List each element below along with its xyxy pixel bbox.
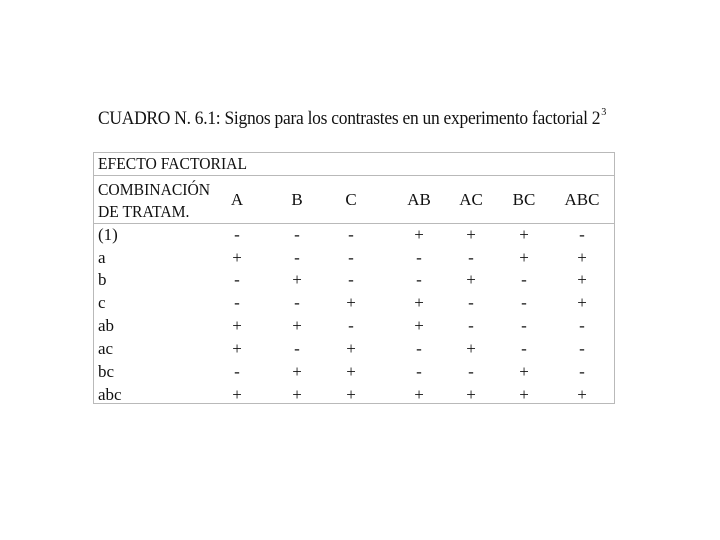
sign-cell: - [416,362,422,381]
treatment-label: ab [98,316,115,335]
sign-cell: + [577,385,587,404]
sign-cell: - [579,316,585,335]
column-header-abc: ABC [564,190,600,209]
sign-cell: - [468,316,474,335]
sign-cell: + [466,225,476,244]
sign-cell: - [579,339,585,358]
column-header-b: B [291,190,303,209]
sign-cell: + [292,362,302,381]
sign-cell: + [519,225,529,244]
sign-cell: - [468,362,474,381]
column-header-bc: BC [512,190,536,209]
sign-cell: + [346,385,356,404]
sign-cell: + [577,248,587,267]
column-header-a: A [230,190,244,209]
table-title: EFECTO FACTORIAL [98,154,248,173]
column-header-ac: AC [459,190,483,209]
caption-superscript: 3 [601,106,606,118]
sign-cell: + [519,362,529,381]
sign-cell: + [232,385,242,404]
sign-cell: + [232,248,242,267]
sign-cell: + [232,339,242,358]
sign-cell: - [234,293,240,312]
header-divider [94,175,614,176]
sign-cell: - [521,316,527,335]
sign-cell: - [521,293,527,312]
row-header-label [98,179,210,223]
treatment-label: c [98,293,106,312]
sign-cell: - [468,248,474,267]
caption-text: CUADRO N. 6.1: Signos para los contrastes en un experimento factorial 2 [98,108,601,129]
sign-cell: + [466,339,476,358]
sign-cell: + [292,270,302,289]
sign-cell: - [521,339,527,358]
sign-cell: + [414,293,424,312]
treatment-label: bc [98,362,115,381]
sign-cell: - [234,225,240,244]
sign-cell: - [348,225,354,244]
sign-cell: + [414,225,424,244]
column-header-c: C [345,190,357,209]
row-header-line2: DE TRATAM. [98,202,190,221]
sign-cell: + [232,316,242,335]
sign-cell: - [294,339,300,358]
sign-cell: - [234,270,240,289]
sign-table [93,152,615,404]
treatment-label: ac [98,339,114,358]
sign-cell: + [577,270,587,289]
sign-cell: + [519,248,529,267]
sign-cell: + [466,270,476,289]
sign-cell: + [414,316,424,335]
sign-cell: - [579,362,585,381]
sign-cell: + [292,316,302,335]
sign-cell: + [519,385,529,404]
sign-cell: - [294,293,300,312]
sign-cell: - [416,248,422,267]
sign-cell: + [346,293,356,312]
sign-cell: - [521,270,527,289]
sign-cell: + [346,362,356,381]
column-header-ab: AB [407,190,431,209]
column-header-divider [94,223,614,224]
treatment-label: abc [98,385,122,404]
sign-cell: - [416,270,422,289]
sign-cell: - [234,362,240,381]
table-caption [98,106,606,130]
sign-cell: - [348,248,354,267]
sign-cell: - [416,339,422,358]
sign-cell: - [468,293,474,312]
treatment-label: (1) [98,225,118,244]
sign-cell: + [414,385,424,404]
sign-cell: - [348,316,354,335]
sign-cell: - [579,225,585,244]
sign-cell: + [466,385,476,404]
row-header-line1: COMBINACIÓN [98,180,211,199]
sign-cell: + [292,385,302,404]
sign-cell: + [577,293,587,312]
treatment-label: b [98,270,107,289]
sign-cell: + [346,339,356,358]
sign-cell: - [294,248,300,267]
sign-cell: - [294,225,300,244]
treatment-label: a [98,248,106,267]
sign-cell: - [348,270,354,289]
